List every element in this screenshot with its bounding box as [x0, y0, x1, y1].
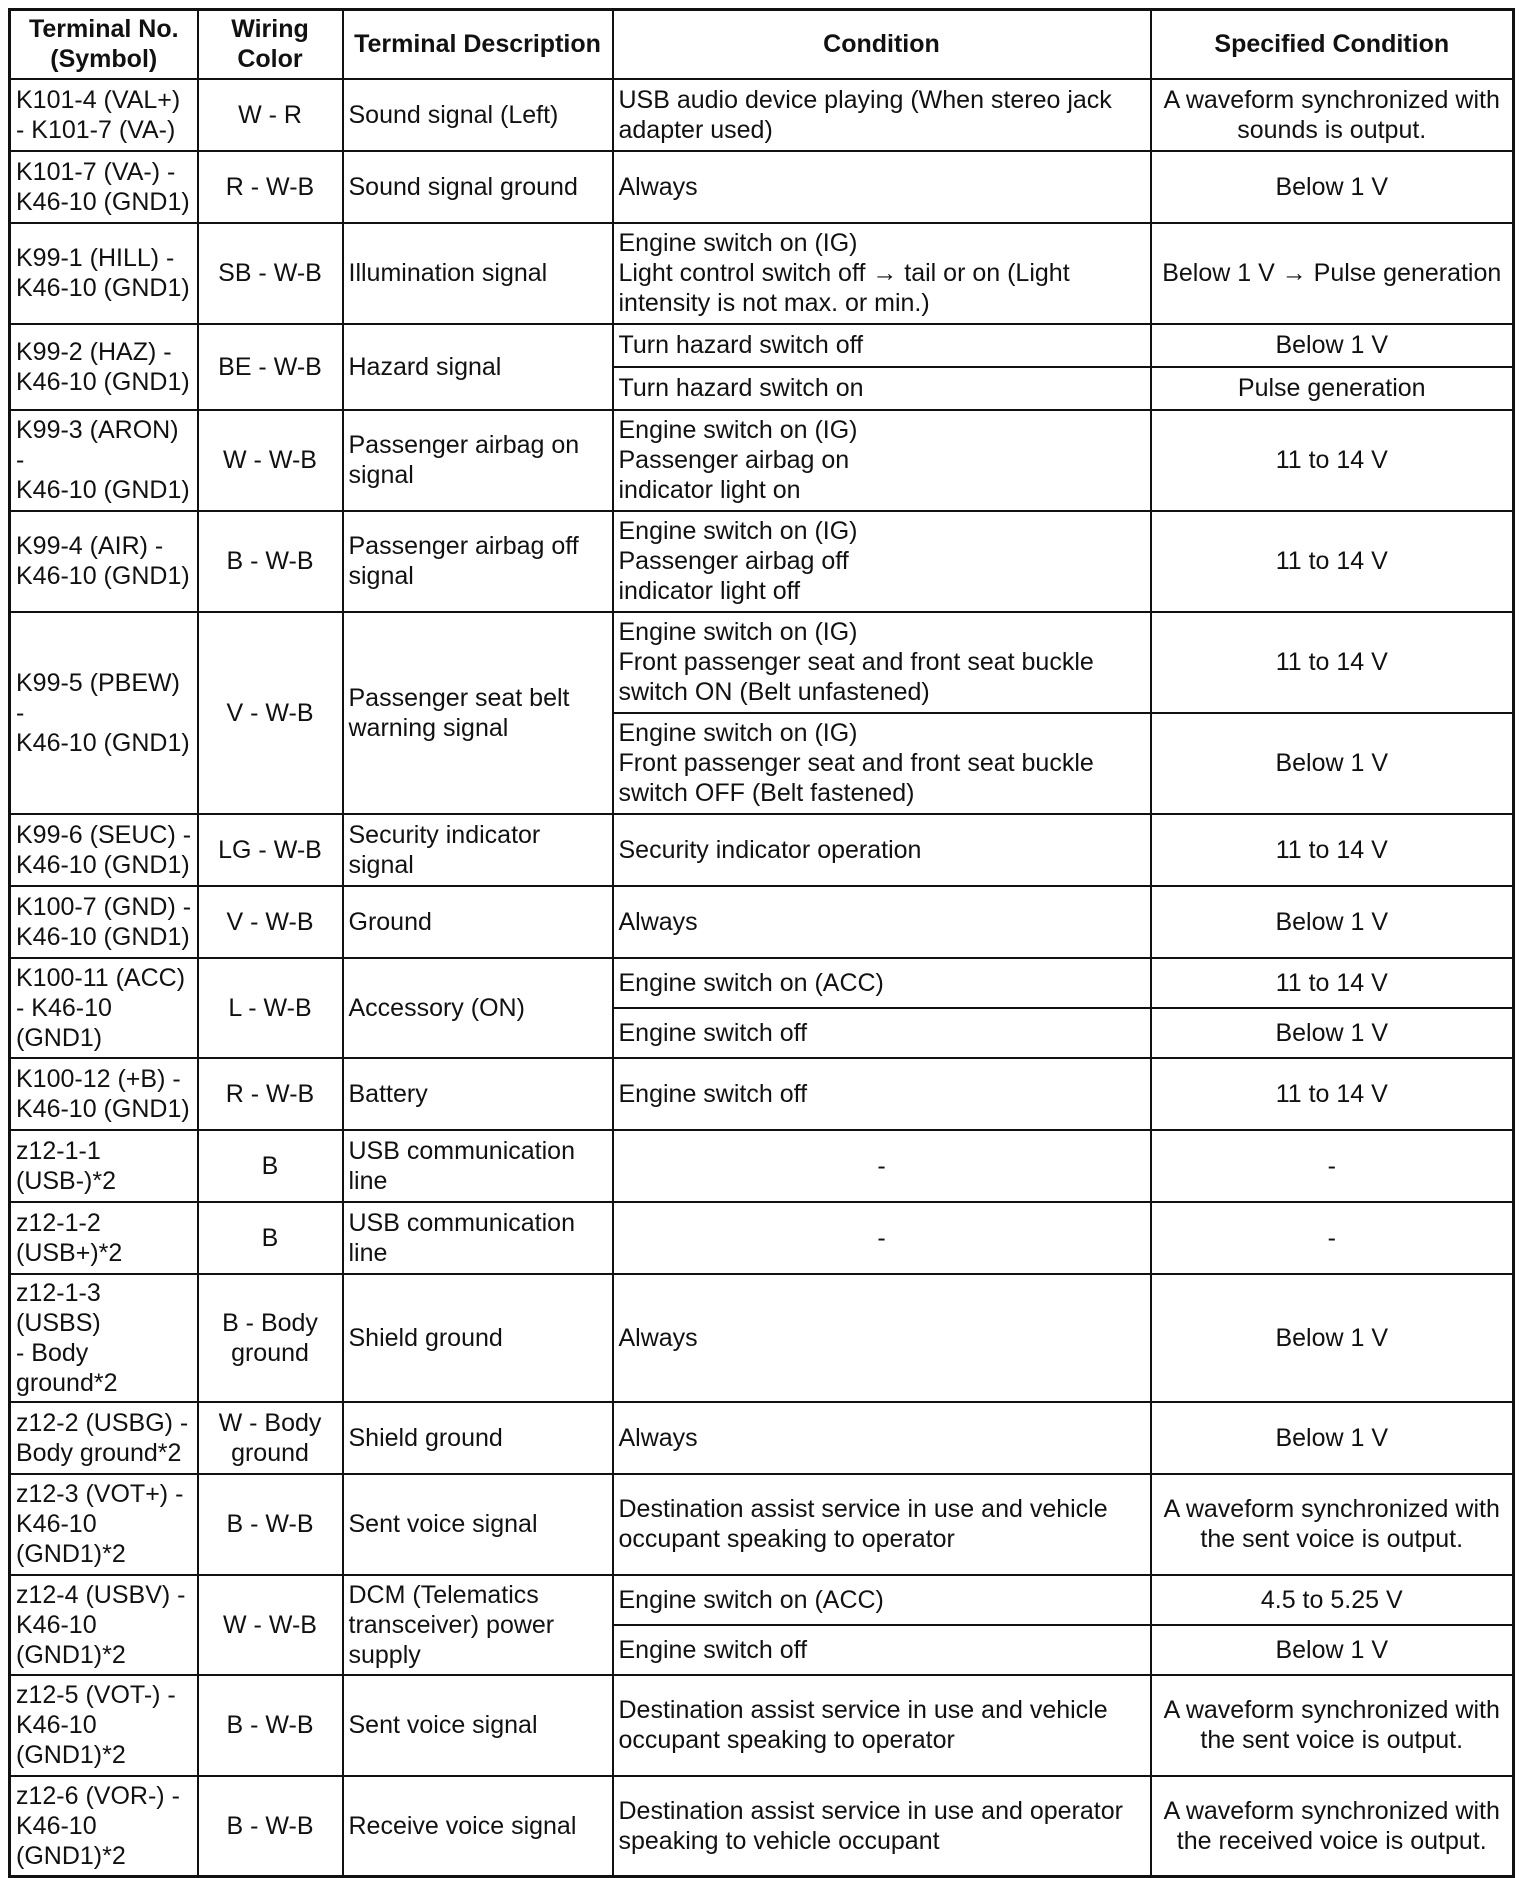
table-row — [10, 511, 1514, 612]
wiring-color-cell: B - W-B — [198, 1474, 343, 1575]
description-cell: USB communication line — [343, 1130, 613, 1202]
description-cell: Illumination signal — [343, 223, 613, 324]
terminal-cell: z12-1-1 (USB-)*2 — [10, 1130, 198, 1202]
wiring-color-cell: BE - W-B — [198, 324, 343, 410]
table-row — [10, 612, 1514, 713]
table-body — [10, 79, 1514, 1877]
terminal-cell: z12-4 (USBV) - K46-10 (GND1)*2 — [10, 1575, 198, 1675]
table-row — [10, 1274, 1514, 1402]
wiring-color-cell: SB - W-B — [198, 223, 343, 324]
header-row — [10, 10, 1514, 79]
condition-cell: Engine switch on (IG) Passenger airbag off indicator light off — [613, 511, 1151, 612]
condition-cell: Engine switch on (IG) Front passenger seat and front seat buckle switch OFF (Belt fastened) — [613, 713, 1151, 814]
wiring-color-cell: B — [198, 1202, 343, 1274]
table-row — [10, 410, 1514, 511]
table-row — [10, 1675, 1514, 1776]
description-cell: Battery — [343, 1058, 613, 1130]
specified-condition-cell: Below 1 V — [1151, 886, 1514, 958]
terminal-cell: K99-6 (SEUC) - K46-10 (GND1) — [10, 814, 198, 886]
terminal-cell: K100-12 (+B) - K46-10 (GND1) — [10, 1058, 198, 1130]
terminal-cell: z12-6 (VOR-) - K46-10 (GND1)*2 — [10, 1776, 198, 1877]
description-cell: Hazard signal — [343, 324, 613, 410]
specified-condition-cell: 11 to 14 V — [1151, 958, 1514, 1008]
condition-cell: Destination assist service in use and vehicle occupant speaking to operator — [613, 1675, 1151, 1776]
header-specified-condition: Specified Condition — [1151, 10, 1514, 79]
specified-condition-cell: A waveform synchronized with the sent voice is output. — [1151, 1474, 1514, 1575]
specified-condition-cell: Below 1 V — [1151, 1008, 1514, 1058]
table-row — [10, 79, 1514, 151]
terminal-cell: K100-7 (GND) - K46-10 (GND1) — [10, 886, 198, 958]
specified-condition-cell: A waveform synchronized with the received voice is output. — [1151, 1776, 1514, 1877]
wiring-color-cell: L - W-B — [198, 958, 343, 1058]
description-cell: DCM (Telematics transceiver) power supply — [343, 1575, 613, 1675]
wiring-color-cell: B — [198, 1130, 343, 1202]
wiring-color-cell: W - Body ground — [198, 1402, 343, 1474]
terminal-cell: K101-4 (VAL+) - K101-7 (VA-) — [10, 79, 198, 151]
header-terminal: Terminal No. (Symbol) — [10, 10, 198, 79]
table-row — [10, 1130, 1514, 1202]
condition-cell: Always — [613, 151, 1151, 223]
specified-condition-cell: 11 to 14 V — [1151, 612, 1514, 713]
specified-condition-cell: Below 1 V — [1151, 1274, 1514, 1402]
header-terminal-description: Terminal Description — [343, 10, 613, 79]
specified-condition-cell: Below 1 V — [1151, 1625, 1514, 1675]
table-row — [10, 1776, 1514, 1877]
description-cell: Security indicator signal — [343, 814, 613, 886]
specified-condition-cell: 11 to 14 V — [1151, 410, 1514, 511]
terminal-cell: K99-3 (ARON) - K46-10 (GND1) — [10, 410, 198, 511]
condition-cell: Destination assist service in use and vehicle occupant speaking to operator — [613, 1474, 1151, 1575]
wiring-color-cell: V - W-B — [198, 612, 343, 814]
condition-cell: USB audio device playing (When stereo jack adapter used) — [613, 79, 1151, 151]
description-cell: Sent voice signal — [343, 1675, 613, 1776]
table-row — [10, 223, 1514, 324]
wiring-color-cell: R - W-B — [198, 151, 343, 223]
table-row — [10, 886, 1514, 958]
specified-condition-cell: Below 1 V — [1151, 324, 1514, 367]
condition-cell: Engine switch off — [613, 1008, 1151, 1058]
condition-cell: Engine switch off — [613, 1625, 1151, 1675]
terminal-cell: K100-11 (ACC) - K46-10 (GND1) — [10, 958, 198, 1058]
document-page — [8, 8, 1512, 1868]
condition-cell: Engine switch on (ACC) — [613, 1575, 1151, 1625]
wiring-color-cell: LG - W-B — [198, 814, 343, 886]
condition-cell: - — [613, 1130, 1151, 1202]
table-row — [10, 814, 1514, 886]
wiring-color-cell: W - W-B — [198, 410, 343, 511]
header-wiring-color: Wiring Color — [198, 10, 343, 79]
condition-cell: Engine switch on (IG) Passenger airbag on indicator light on — [613, 410, 1151, 511]
terminal-cell: z12-5 (VOT-) - K46-10 (GND1)*2 — [10, 1675, 198, 1776]
description-cell: Receive voice signal — [343, 1776, 613, 1877]
terminal-cell: K99-2 (HAZ) - K46-10 (GND1) — [10, 324, 198, 410]
description-cell: Sent voice signal — [343, 1474, 613, 1575]
specified-condition-cell: 11 to 14 V — [1151, 511, 1514, 612]
terminal-cell: z12-2 (USBG) - Body ground*2 — [10, 1402, 198, 1474]
specified-condition-cell: Below 1 V — [1151, 713, 1514, 814]
wiring-color-cell: W - R — [198, 79, 343, 151]
terminal-cell: z12-1-2 (USB+)*2 — [10, 1202, 198, 1274]
description-cell: Passenger airbag on signal — [343, 410, 613, 511]
description-cell: USB communication line — [343, 1202, 613, 1274]
wiring-color-cell: B - Body ground — [198, 1274, 343, 1402]
condition-cell: Engine switch on (ACC) — [613, 958, 1151, 1008]
description-cell: Ground — [343, 886, 613, 958]
condition-cell: Engine switch off — [613, 1058, 1151, 1130]
wiring-color-cell: W - W-B — [198, 1575, 343, 1675]
specified-condition-cell: A waveform synchronized with the sent voice is output. — [1151, 1675, 1514, 1776]
condition-cell: Security indicator operation — [613, 814, 1151, 886]
terminal-cell: K99-1 (HILL) - K46-10 (GND1) — [10, 223, 198, 324]
condition-cell: Destination assist service in use and operator speaking to vehicle occupant — [613, 1776, 1151, 1877]
table-row — [10, 1474, 1514, 1575]
condition-cell: - — [613, 1202, 1151, 1274]
description-cell: Accessory (ON) — [343, 958, 613, 1058]
table-row — [10, 151, 1514, 223]
specified-condition-cell: Pulse generation — [1151, 367, 1514, 410]
description-cell: Passenger airbag off signal — [343, 511, 613, 612]
condition-cell: Always — [613, 886, 1151, 958]
specified-condition-cell: 11 to 14 V — [1151, 814, 1514, 886]
wiring-color-cell: R - W-B — [198, 1058, 343, 1130]
specified-condition-cell: A waveform synchronized with sounds is output. — [1151, 79, 1514, 151]
wiring-color-cell: B - W-B — [198, 1776, 343, 1877]
condition-cell: Engine switch on (IG) Light control switch off → tail or on (Light intensity is not max. or min.) — [613, 223, 1151, 324]
table-row — [10, 1575, 1514, 1625]
header-condition: Condition — [613, 10, 1151, 79]
specified-condition-cell: 4.5 to 5.25 V — [1151, 1575, 1514, 1625]
wiring-color-cell: B - W-B — [198, 1675, 343, 1776]
condition-cell: Engine switch on (IG) Front passenger seat and front seat buckle switch ON (Belt unfastened) — [613, 612, 1151, 713]
terminal-cell: K101-7 (VA-) - K46-10 (GND1) — [10, 151, 198, 223]
table-row — [10, 1402, 1514, 1474]
description-cell: Shield ground — [343, 1402, 613, 1474]
specified-condition-cell: 11 to 14 V — [1151, 1058, 1514, 1130]
terminal-cell: K99-5 (PBEW) - K46-10 (GND1) — [10, 612, 198, 814]
terminal-cell: z12-3 (VOT+) - K46-10 (GND1)*2 — [10, 1474, 198, 1575]
specified-condition-cell: Below 1 V → Pulse generation — [1151, 223, 1514, 324]
condition-cell: Turn hazard switch off — [613, 324, 1151, 367]
wiring-color-cell: B - W-B — [198, 511, 343, 612]
table-row — [10, 324, 1514, 367]
terminal-cell: K99-4 (AIR) - K46-10 (GND1) — [10, 511, 198, 612]
condition-cell: Always — [613, 1402, 1151, 1474]
specified-condition-cell: - — [1151, 1130, 1514, 1202]
description-cell: Sound signal ground — [343, 151, 613, 223]
description-cell: Passenger seat belt warning signal — [343, 612, 613, 814]
description-cell: Shield ground — [343, 1274, 613, 1402]
specified-condition-cell: Below 1 V — [1151, 151, 1514, 223]
specified-condition-cell: - — [1151, 1202, 1514, 1274]
terminal-spec-table — [8, 8, 1515, 1878]
description-cell: Sound signal (Left) — [343, 79, 613, 151]
specified-condition-cell: Below 1 V — [1151, 1402, 1514, 1474]
wiring-color-cell: V - W-B — [198, 886, 343, 958]
table-row — [10, 1058, 1514, 1130]
condition-cell: Turn hazard switch on — [613, 367, 1151, 410]
table-row — [10, 958, 1514, 1008]
condition-cell: Always — [613, 1274, 1151, 1402]
terminal-cell: z12-1-3 (USBS) - Body ground*2 — [10, 1274, 198, 1402]
table-row — [10, 1202, 1514, 1274]
